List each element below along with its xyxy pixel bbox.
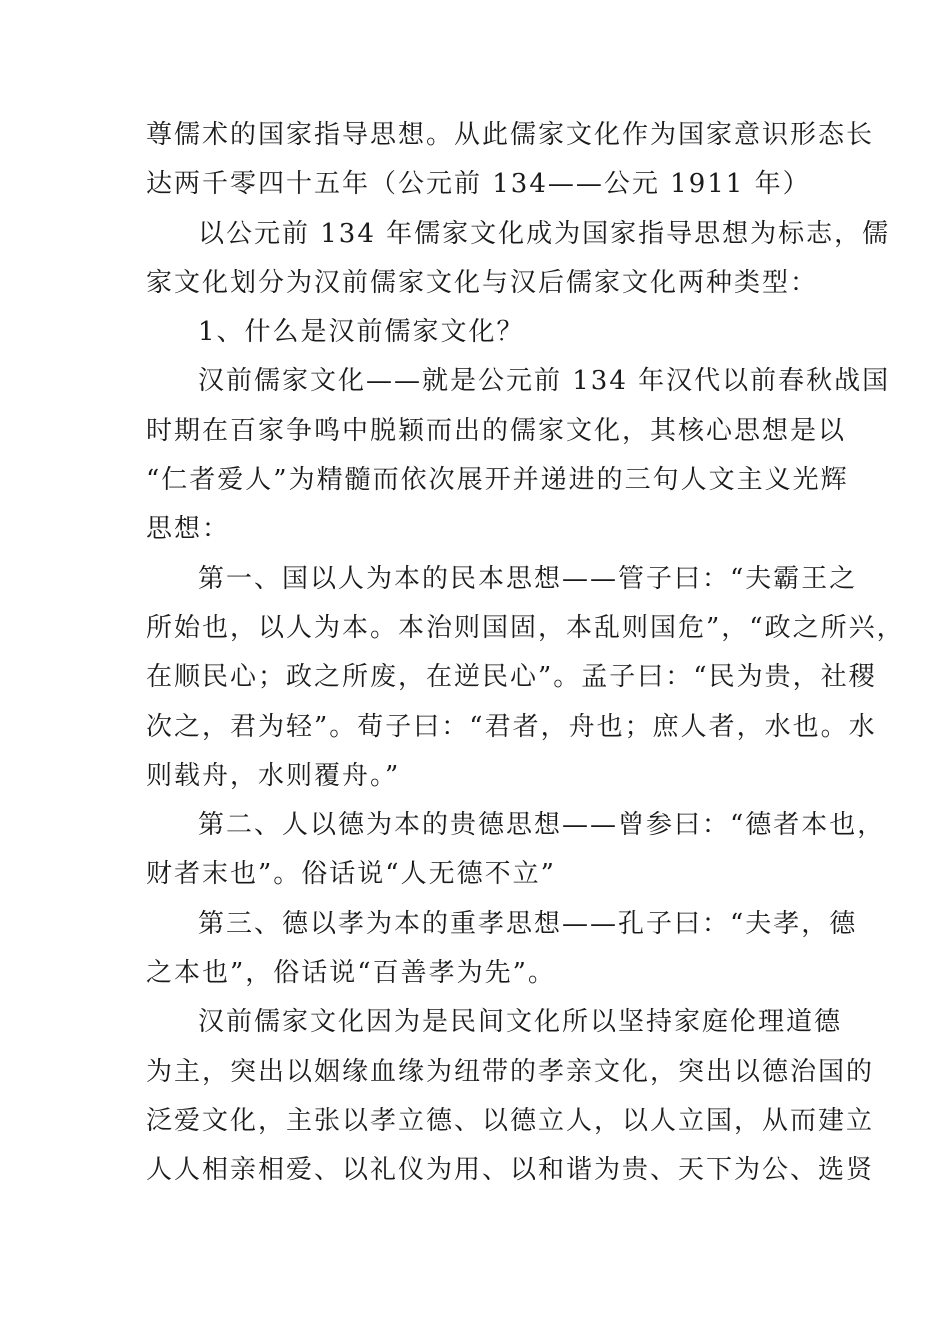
text-line: 第一、国以人为本的民本思想——管子曰：“夫霸王之 [198, 563, 858, 594]
text-line: 次之，君为轻”。荀子曰：“君者，舟也；庶人者，水也。水 [146, 711, 877, 742]
text-line: 达两千零四十五年（公元前 134——公元 1911 年） [146, 169, 811, 200]
text-line: 尊儒术的国家指导思想。从此儒家文化作为国家意识形态长 [146, 120, 875, 150]
text-line: 泛爱文化，主张以孝立德、以德立人，以人立国，从而建立 [146, 1105, 875, 1136]
text-line: 则载舟，水则覆舟。” [146, 760, 401, 791]
text-line: 以公元前 134 年儒家文化成为国家指导思想为标志，儒 [198, 218, 891, 249]
text-line: 在顺民心；政之所废，在逆民心”。孟子曰：“民为贵，社稷 [146, 662, 877, 693]
text-line: 所始也，以人为本。本治则国固，本乱则国危”，“政之所兴， [146, 612, 905, 643]
text-line: 第二、人以德为本的贵德思想——曾参曰：“德者本也， [198, 810, 886, 841]
text-line: 财者末也”。俗话说“人无德不立” [146, 859, 556, 890]
section-heading: 1、什么是汉前儒家文化？ [198, 317, 525, 348]
text-line: 第三、德以孝为本的重孝思想——孔子曰：“夫孝，德 [198, 908, 858, 939]
body-text [146, 111, 905, 1196]
text-line: 家文化划分为汉前儒家文化与汉后儒家文化两种类型： [146, 267, 819, 298]
text-line: 汉前儒家文化因为是民间文化所以坚持家庭伦理道德 [198, 1007, 843, 1038]
text-line: “仁者爱人”为精髓而依次展开并递进的三句人文主义光辉 [146, 465, 849, 496]
text-line: 人人相亲相爱、以礼仪为用、以和谐为贵、天下为公、选贤 [146, 1155, 875, 1186]
text-line: 汉前儒家文化——就是公元前 134 年汉代以前春秋战国 [198, 366, 891, 397]
text-line: 为主，突出以姻缘血缘为纽带的孝亲文化，突出以德治国的 [146, 1056, 875, 1087]
text-line: 思想： [146, 514, 231, 545]
text-line: 时期在百家争鸣中脱颖而出的儒家文化，其核心思想是以 [146, 415, 847, 446]
text-line: 之本也”，俗话说“百善孝为先”。 [146, 958, 556, 989]
